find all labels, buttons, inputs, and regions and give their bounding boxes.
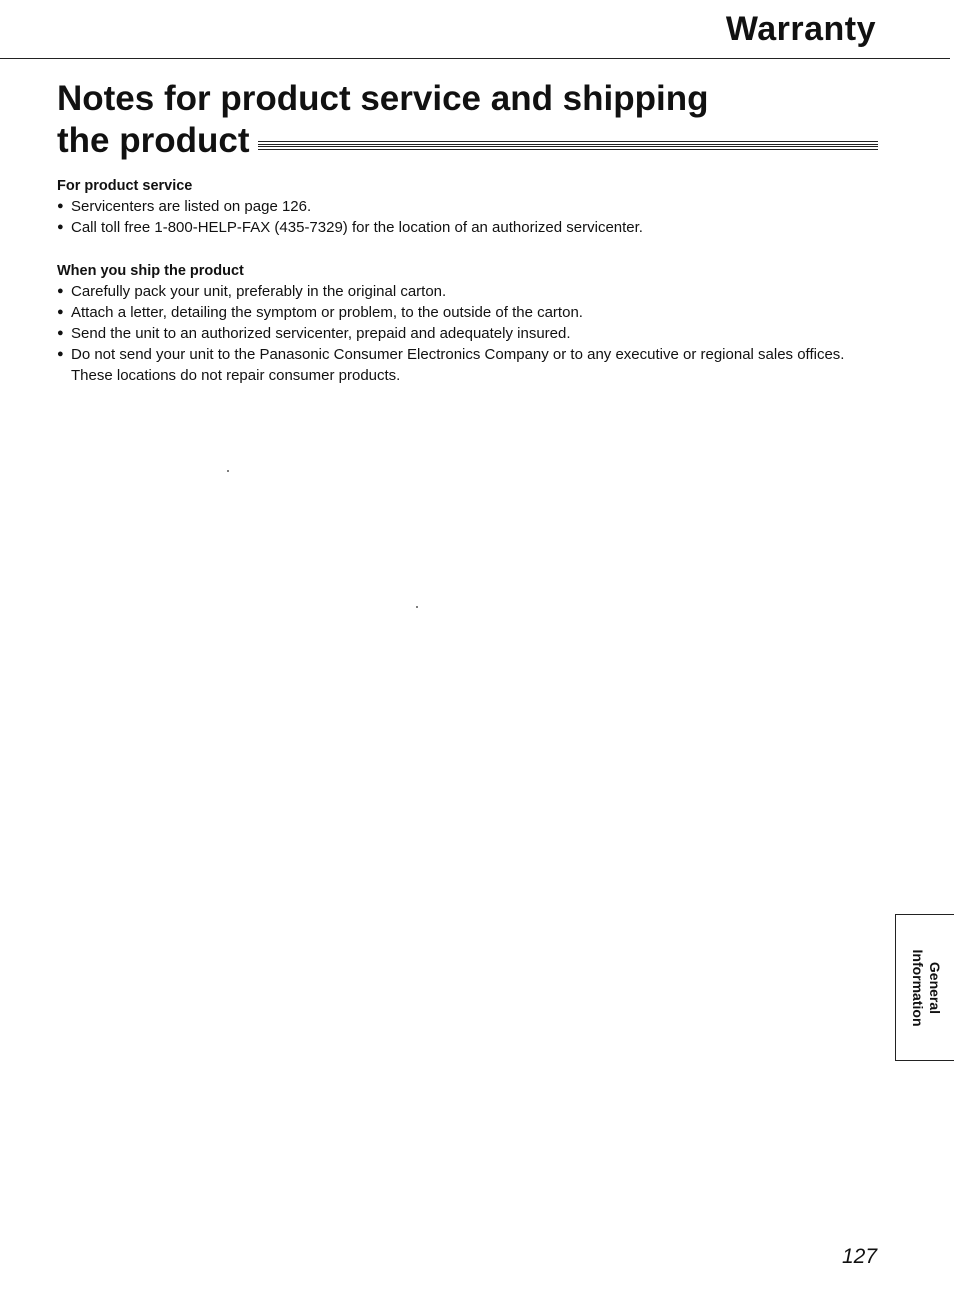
side-tab-label [909,949,943,1026]
section-heading: When you ship the product [57,263,244,279]
list-item-text: Call toll free 1-800-HELP-FAX (435-7329) for the location of an authorized servicenter. [71,219,643,236]
bullet-icon: ● [57,200,64,212]
side-tab [895,914,954,1061]
section-heading: For product service [57,178,193,194]
list-item [57,344,887,386]
section-header: Warranty [725,10,876,48]
list-item-text: Send the unit to an authorized servicenter, prepaid and adequately insured. [71,325,571,342]
main-content [57,176,887,386]
list-item [57,217,887,238]
bullet-icon: ● [57,327,64,339]
page-title-line2: the product [57,121,250,160]
bullet-icon: ● [57,221,64,233]
list-item-text: Servicenters are listed on page 126. [71,198,312,215]
list-item-text: Attach a letter, detailing the symptom or problem, to the outside of the carton. [71,304,583,321]
page-number: 127 [842,1245,878,1268]
title-underline-rules [258,141,878,153]
list-item-text: Do not send your unit to the Panasonic Consumer Electronics Company or to any executive or regional sales offices. These locations do not repair consumer products. [71,346,845,384]
page-title-line1: Notes for product service and shipping [57,79,709,118]
header-divider [0,58,950,59]
bullet-list [57,281,887,386]
scan-speck [227,470,229,472]
scan-speck [416,606,418,608]
list-item [57,302,887,323]
side-tab-line2: Information [909,949,926,1026]
section-shipping [57,261,887,386]
list-item-text: Carefully pack your unit, preferably in the original carton. [71,283,447,300]
side-tab-line1: General [926,961,943,1014]
bullet-list [57,196,887,238]
list-item [57,281,887,302]
bullet-icon: ● [57,285,64,297]
bullet-icon: ● [57,306,64,318]
section-product-service [57,176,887,238]
bullet-icon: ● [57,348,64,360]
list-item [57,196,887,217]
list-item [57,323,887,344]
